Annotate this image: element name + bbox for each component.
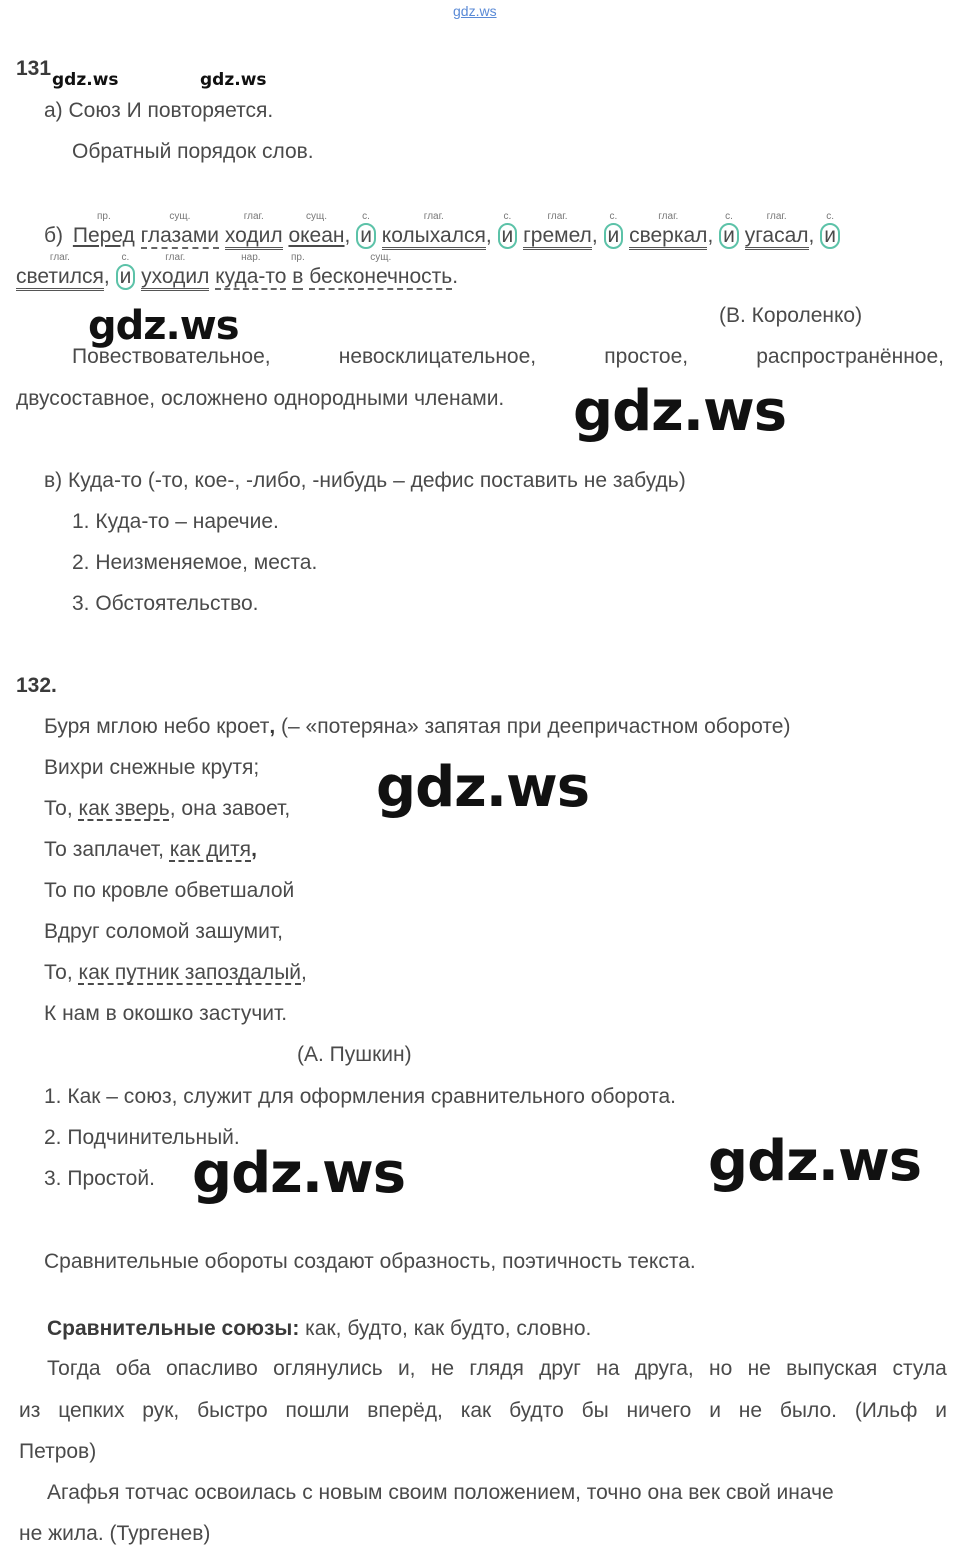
watermark-top[interactable]: gdz.ws xyxy=(453,3,497,19)
poem-line-3: То, как зверь, она завоет, xyxy=(44,797,291,820)
example-2-line1: Агафья тотчас освоилась с новым своим положением, точно она век свой иначе xyxy=(47,1481,834,1504)
task-131-c-line: в) Куда-то (-то, кое-, -либо, -нибудь – дефис поставить не забудь) xyxy=(44,469,686,492)
word-predicate: глаг. угасал xyxy=(745,225,809,250)
word-subject: сущ. океан xyxy=(288,211,345,247)
poem-line-7: То, как путник запоздалый, xyxy=(44,961,307,984)
example-1-line2: из цепких рук, быстро пошли вперёд, как будто бы ничего и не было. (Ильф и xyxy=(19,1399,947,1422)
poem-line-4: То заплачет, как дитя, xyxy=(44,838,257,861)
poem-line-1: Буря мглою небо кроет, (– «потеряна» запятая при деепричастном обороте) xyxy=(44,715,791,738)
analysis-item: 1. Как – союз, служит для оформления сравнительного оборота. xyxy=(44,1085,676,1108)
word-predicate: глаг. уходил xyxy=(141,266,209,291)
parsed-sentence-line1: б) пр. Перед сущ. глазами глаг. ходил сущ. океан, с. и глаг. колыхался, с. и глаг. гремел, с. и глаг. сверкал, с. и глаг. угасал, с. и xyxy=(44,223,840,250)
example-1-line3: Петров) xyxy=(19,1440,97,1463)
watermark-small: gdz.ws xyxy=(52,70,119,90)
description-line1 xyxy=(72,346,944,367)
word-predicate: глаг. колыхался xyxy=(382,225,486,250)
desc-word: невосклицательное, xyxy=(338,345,537,368)
example-2-line2: не жила. (Тургенев) xyxy=(19,1522,211,1545)
watermark-large: gdz.ws xyxy=(708,1129,922,1194)
desc-word: распространённое, xyxy=(756,345,944,368)
conjunction-circled: с. и xyxy=(604,223,624,249)
watermark-large: gdz.ws xyxy=(573,379,787,444)
watermark-large: gdz.ws xyxy=(376,755,590,820)
word: пр. Перед xyxy=(72,211,135,247)
word: нар. куда-то xyxy=(215,266,286,290)
word: сущ. бесконечность xyxy=(309,266,452,290)
poem-line-6: Вдруг соломой зашумит, xyxy=(44,920,283,943)
word-predicate: глаг. гремел xyxy=(523,225,592,250)
watermark-large: gdz.ws xyxy=(192,1141,406,1206)
conjunction-circled: с. и xyxy=(116,264,136,290)
analysis-item: 3. Простой. xyxy=(44,1167,155,1190)
task-131-c-item: 3. Обстоятельство. xyxy=(72,592,259,615)
task-131-c-item: 2. Неизменяемое, места. xyxy=(72,551,318,574)
word: пр. в xyxy=(292,266,303,290)
task-131-a-line2: Обратный порядок слов. xyxy=(72,140,314,163)
task-number-131: 131 xyxy=(16,57,52,80)
author-pushkin: (А. Пушкин) xyxy=(297,1043,412,1066)
task-131-a-line1: а) Союз И повторяется. xyxy=(44,99,274,122)
desc-word: Повествовательное, xyxy=(72,345,271,368)
conjunction-circled: с. и xyxy=(498,223,518,249)
item-label: б) xyxy=(44,224,64,247)
watermark-large: gdz.ws xyxy=(88,303,239,349)
conjunction-circled: с. и xyxy=(820,223,840,249)
conjunction-circled: с. и xyxy=(719,223,739,249)
word-predicate: глаг. ходил xyxy=(225,225,283,250)
conclusion: Сравнительные обороты создают образность, поэтичность текста. xyxy=(44,1250,696,1273)
poem-line-8: К нам в окошко застучит. xyxy=(44,1002,288,1025)
author-korolenko: (В. Короленко) xyxy=(719,304,863,327)
comparative-phrase: как зверь xyxy=(78,797,170,820)
comparative-phrase: как дитя xyxy=(169,838,252,861)
task-131-c-item: 1. Куда-то – наречие. xyxy=(72,510,279,533)
conjunctions-line: Сравнительные союзы: как, будто, как будто, словно. xyxy=(47,1317,592,1340)
example-1-line1: Тогда оба опасливо оглянулись и, не глядя друг на друга, но не выпуская стула xyxy=(47,1357,947,1380)
watermark-small: gdz.ws xyxy=(200,70,267,90)
conjunction-circled: с. и xyxy=(356,223,376,249)
word: сущ. глазами xyxy=(141,225,219,249)
poem-line-5: То по кровле обветшалой xyxy=(44,879,295,902)
word-predicate: глаг. сверкал xyxy=(629,225,707,250)
comparative-phrase: как путник запоздалый xyxy=(78,961,302,984)
desc-word: простое, xyxy=(604,345,689,368)
parsed-sentence-line2: глаг. светился, с. и глаг. уходил нар. куда-то пр. в сущ. бесконечность. xyxy=(16,264,458,291)
analysis-item: 2. Подчинительный. xyxy=(44,1126,240,1149)
word-predicate: глаг. светился xyxy=(16,266,104,291)
task-number-132: 132. xyxy=(16,674,57,697)
description-line2: двусоставное, осложнено однородными членами. xyxy=(16,387,505,410)
poem-line-2: Вихри снежные крутя; xyxy=(44,756,260,779)
